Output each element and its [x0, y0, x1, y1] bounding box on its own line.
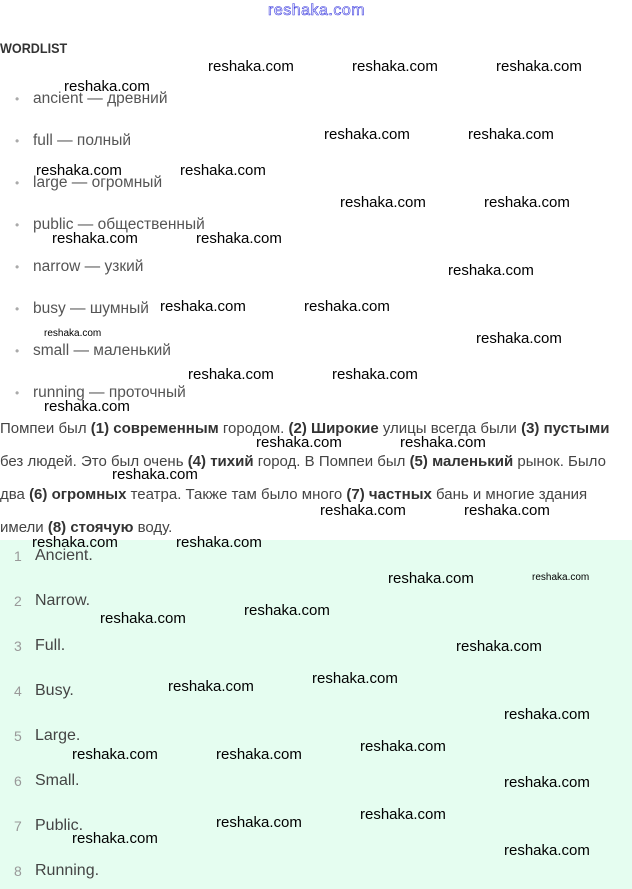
- wordlist-item: • public — общественный: [0, 214, 205, 256]
- answer-highlight: (4) тихий: [187, 453, 254, 470]
- paragraph-text: город. В Помпеи был: [253, 453, 410, 470]
- answer-number: 6: [14, 773, 22, 789]
- watermark: reshaka.com: [112, 466, 198, 483]
- paragraph-text: улицы всегда были: [378, 420, 522, 437]
- watermark: reshaka.com: [72, 830, 158, 847]
- paragraph-text: Помпеи был: [0, 420, 91, 437]
- watermark: reshaka.com: [468, 126, 554, 143]
- answer-number: 4: [14, 683, 22, 699]
- answer-text: Public.: [35, 817, 84, 834]
- answer-number: 3: [14, 638, 22, 654]
- answer-text: Narrow.: [35, 592, 91, 609]
- answer-number: 8: [14, 863, 22, 879]
- paragraph-text: театра. Также там было много: [126, 486, 347, 503]
- paragraph-text: городом.: [218, 420, 289, 437]
- watermark: reshaka.com: [244, 602, 330, 619]
- answer-number: 5: [14, 728, 22, 744]
- answer-highlight: (5) маленький: [409, 453, 514, 470]
- paragraph-text: без людей. Это был очень: [0, 453, 188, 470]
- watermark: reshaka.com: [484, 194, 570, 211]
- answer-text: Ancient.: [35, 547, 93, 564]
- wordlist-item: • large — огромный: [0, 172, 205, 214]
- paragraph-text: бань и многие здания имели: [0, 486, 588, 536]
- answer-text: Small.: [35, 772, 80, 789]
- watermark: reshaka.com: [476, 330, 562, 347]
- paragraph-text: рынок. Было два: [0, 453, 606, 503]
- watermark: reshaka.com: [332, 366, 418, 383]
- watermark: reshaka.com: [216, 814, 302, 831]
- answer-number: 2: [14, 593, 22, 609]
- watermark: reshaka.com: [496, 58, 582, 75]
- watermark: reshaka.com: [324, 126, 410, 143]
- watermark: reshaka.com: [36, 162, 122, 179]
- answer-text: Busy.: [35, 682, 74, 699]
- watermark: reshaka.com: [456, 638, 542, 655]
- watermark: reshaka.com: [340, 194, 426, 211]
- wordlist-item: • narrow — узкий: [0, 256, 205, 298]
- watermark: reshaka.com: [504, 842, 590, 859]
- watermark: reshaka.com: [360, 806, 446, 823]
- watermark: reshaka.com: [504, 774, 590, 791]
- wordlist-item: • full — полный: [0, 130, 205, 172]
- wordlist: [0, 88, 205, 424]
- wordlist-item: • small — маленький: [0, 340, 205, 382]
- watermark: reshaka.com: [360, 738, 446, 755]
- watermark: reshaka.com: [52, 230, 138, 247]
- answer-highlight: (1) современным: [90, 420, 219, 437]
- watermark: reshaka.com: [388, 570, 474, 587]
- watermark: reshaka.com: [208, 58, 294, 75]
- answer-number: 1: [14, 548, 22, 564]
- watermark: reshaka.com: [448, 262, 534, 279]
- answer-text: Running.: [35, 862, 100, 879]
- paragraph-text: воду.: [133, 519, 173, 536]
- watermark: reshaka.com: [304, 298, 390, 315]
- watermark: reshaka.com: [256, 434, 342, 451]
- watermark: reshaka.com: [100, 610, 186, 627]
- wordlist-title: WORDLIST: [0, 40, 68, 56]
- watermark: reshaka.com: [352, 58, 438, 75]
- answer-number: 7: [14, 818, 22, 834]
- answer-highlight: (6) огромных: [29, 486, 127, 503]
- watermark: reshaka.com: [32, 534, 118, 551]
- watermark: reshaka.com: [320, 502, 406, 519]
- watermark: reshaka.com: [196, 230, 282, 247]
- watermark: reshaka.com: [168, 678, 254, 695]
- answer-text: Full.: [35, 637, 66, 654]
- watermark: reshaka.com: [532, 572, 590, 583]
- watermark: reshaka.com: [160, 298, 246, 315]
- text-paragraph: [0, 412, 632, 544]
- watermark: reshaka.com: [64, 78, 150, 95]
- watermark: reshaka.com: [216, 746, 302, 763]
- wordlist-item: • busy — шумный: [0, 298, 205, 340]
- watermark: reshaka.com: [188, 366, 274, 383]
- watermark: reshaka.com: [464, 502, 550, 519]
- watermark: reshaka.com: [72, 746, 158, 763]
- watermark: reshaka.com: [44, 328, 102, 339]
- wordlist-item: • ancient — древний: [0, 88, 205, 130]
- watermark: reshaka.com: [400, 434, 486, 451]
- site-header-watermark: reshaka.com: [268, 2, 366, 19]
- watermark: reshaka.com: [504, 706, 590, 723]
- answer-highlight: (2) Широкие: [288, 420, 379, 437]
- watermark: reshaka.com: [176, 534, 262, 551]
- watermark: reshaka.com: [312, 670, 398, 687]
- watermark: reshaka.com: [180, 162, 266, 179]
- answer-highlight: (3) пустыми: [521, 420, 610, 437]
- watermark: reshaka.com: [44, 398, 130, 415]
- answer-highlight: (7) частных: [346, 486, 432, 503]
- answer-text: Large.: [35, 727, 81, 744]
- answer-highlight: (8) стоячую: [47, 519, 134, 536]
- wordlist-item: • running — проточный: [0, 382, 205, 424]
